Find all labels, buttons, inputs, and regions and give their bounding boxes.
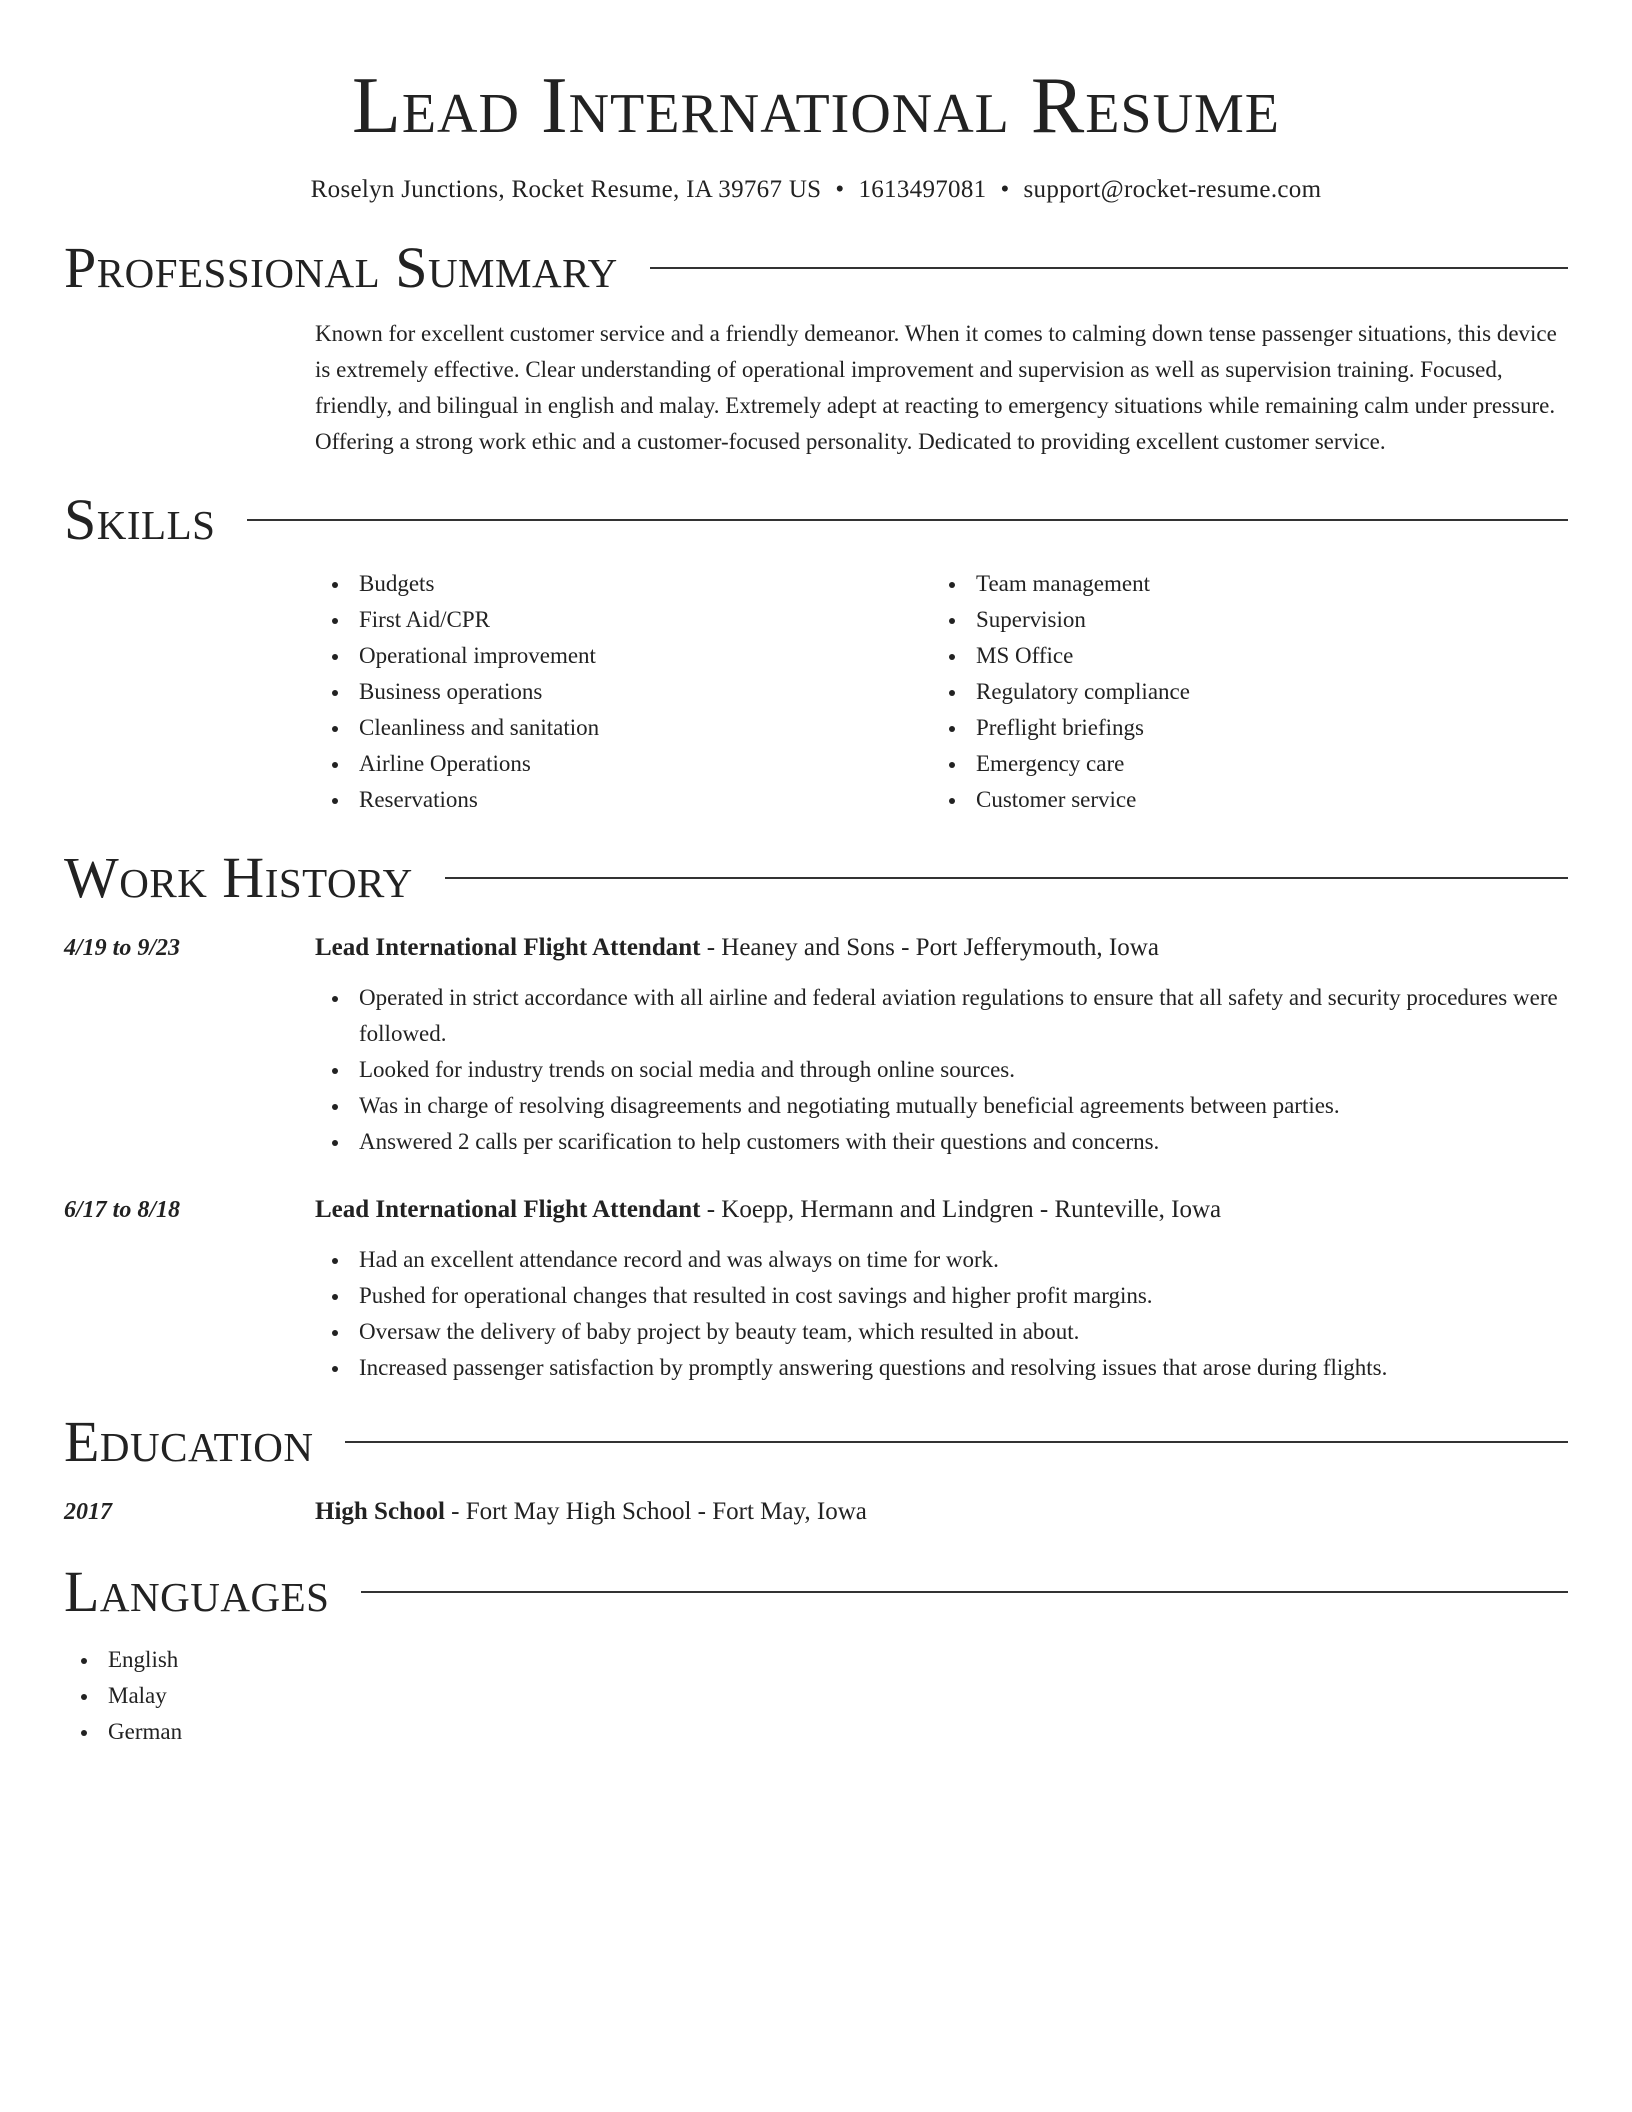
job-duty: Looked for industry trends on social media and through online sources. bbox=[315, 1052, 1568, 1088]
work-heading: Work History bbox=[64, 845, 413, 910]
job-duties-list bbox=[315, 1242, 1568, 1386]
job-duty: Had an excellent attendance record and was always on time for work. bbox=[315, 1242, 1568, 1278]
work-dates: 6/17 to 8/18 bbox=[64, 1197, 181, 1223]
section-divider bbox=[345, 1441, 1568, 1443]
skill-item: Airline Operations bbox=[315, 746, 932, 782]
section-divider bbox=[247, 519, 1568, 521]
skills-section-header bbox=[64, 488, 1568, 552]
skill-item: Cleanliness and sanitation bbox=[315, 710, 932, 746]
work-dates: 4/19 to 9/23 bbox=[64, 935, 181, 961]
skill-item: Preflight briefings bbox=[932, 710, 1549, 746]
skills-heading: Skills bbox=[64, 487, 216, 552]
job-employer-location: - Koepp, Hermann and Lindgren - Runteville, Iowa bbox=[700, 1196, 1222, 1223]
languages-section-header bbox=[64, 1560, 1568, 1624]
work-section-header bbox=[64, 846, 1568, 910]
contact-address: Roselyn Junctions, Rocket Resume, IA 39767 US bbox=[310, 176, 822, 203]
skill-item: MS Office bbox=[932, 638, 1549, 674]
language-item: English bbox=[64, 1642, 1568, 1678]
work-entry bbox=[64, 1192, 1568, 1386]
language-item: German bbox=[64, 1714, 1568, 1750]
contact-phone: 1613497081 bbox=[858, 176, 987, 203]
skills-list-left bbox=[315, 566, 932, 818]
summary-text: Known for excellent customer service and a friendly demeanor. When it comes to calming down tense passenger situations, this device is extremely effective. Clear understanding of operational improvement and supervision as well as supervision training. Focused, friendly, and bilingual in english and malay. Extremely adept at reacting to emergency situations while remaining calm under pressure. Offering a strong work ethic and a customer-focused personality. Dedicated to providing excellent customer service. bbox=[315, 321, 1557, 454]
skill-item: Team management bbox=[932, 566, 1549, 602]
education-heading: Education bbox=[64, 1409, 314, 1474]
job-employer-location: - Heaney and Sons - Port Jefferymouth, Iowa bbox=[700, 934, 1159, 961]
skills-column-right bbox=[932, 566, 1549, 818]
job-title: Lead International Flight Attendant bbox=[315, 1196, 701, 1223]
skill-item: First Aid/CPR bbox=[315, 602, 932, 638]
work-entry bbox=[64, 930, 1568, 1160]
contact-separator: • bbox=[1000, 176, 1010, 203]
section-divider bbox=[361, 1591, 1568, 1593]
work-entry-header bbox=[315, 930, 1568, 966]
job-duty: Was in charge of resolving disagreements and negotiating mutually beneficial agreements between parties. bbox=[315, 1088, 1568, 1124]
job-duty: Oversaw the delivery of baby project by beauty team, which resulted in about. bbox=[315, 1314, 1568, 1350]
skill-item: Emergency care bbox=[932, 746, 1549, 782]
education-entry bbox=[64, 1494, 1568, 1530]
section-divider bbox=[445, 877, 1568, 879]
job-duty: Operated in strict accordance with all airline and federal aviation regulations to ensure that all safety and security procedures were followed. bbox=[315, 980, 1568, 1052]
education-degree: High School bbox=[315, 1498, 445, 1525]
education-entry-header bbox=[315, 1494, 1568, 1530]
section-divider bbox=[650, 267, 1568, 269]
resume-page bbox=[64, 0, 1568, 1750]
summary-section-header bbox=[64, 236, 1568, 300]
skill-item: Budgets bbox=[315, 566, 932, 602]
skill-item: Supervision bbox=[932, 602, 1549, 638]
skill-item: Business operations bbox=[315, 674, 932, 710]
skill-item: Regulatory compliance bbox=[932, 674, 1549, 710]
education-school-location: - Fort May High School - Fort May, Iowa bbox=[444, 1498, 867, 1525]
job-duty: Answered 2 calls per scarification to help customers with their questions and concerns. bbox=[315, 1124, 1568, 1160]
job-title: Lead International Flight Attendant bbox=[315, 934, 701, 961]
contact-separator: • bbox=[835, 176, 845, 203]
job-duty: Increased passenger satisfaction by promptly answering questions and resolving issues that arose during flights. bbox=[315, 1350, 1568, 1386]
work-entry-header bbox=[315, 1192, 1568, 1228]
summary-heading: Professional Summary bbox=[64, 235, 618, 300]
skills-column-left bbox=[315, 566, 932, 818]
job-duty: Pushed for operational changes that resulted in cost savings and higher profit margins. bbox=[315, 1278, 1568, 1314]
work-entry-body bbox=[315, 930, 1568, 1160]
skill-item: Reservations bbox=[315, 782, 932, 818]
language-item: Malay bbox=[64, 1678, 1568, 1714]
skills-grid bbox=[315, 566, 1568, 818]
education-year: 2017 bbox=[64, 1499, 112, 1525]
languages-heading: Languages bbox=[64, 1559, 330, 1624]
skills-list-right bbox=[932, 566, 1549, 818]
education-section-header bbox=[64, 1410, 1568, 1474]
job-duties-list bbox=[315, 980, 1568, 1160]
contact-line bbox=[64, 174, 1568, 206]
skill-item: Operational improvement bbox=[315, 638, 932, 674]
languages-list bbox=[64, 1642, 1568, 1750]
resume-title: Lead International Resume bbox=[351, 62, 1281, 150]
contact-email[interactable]: support@rocket-resume.com bbox=[1023, 176, 1322, 203]
work-entry-body bbox=[315, 1192, 1568, 1386]
education-entry-body bbox=[315, 1494, 1568, 1530]
skill-item: Customer service bbox=[932, 782, 1549, 818]
